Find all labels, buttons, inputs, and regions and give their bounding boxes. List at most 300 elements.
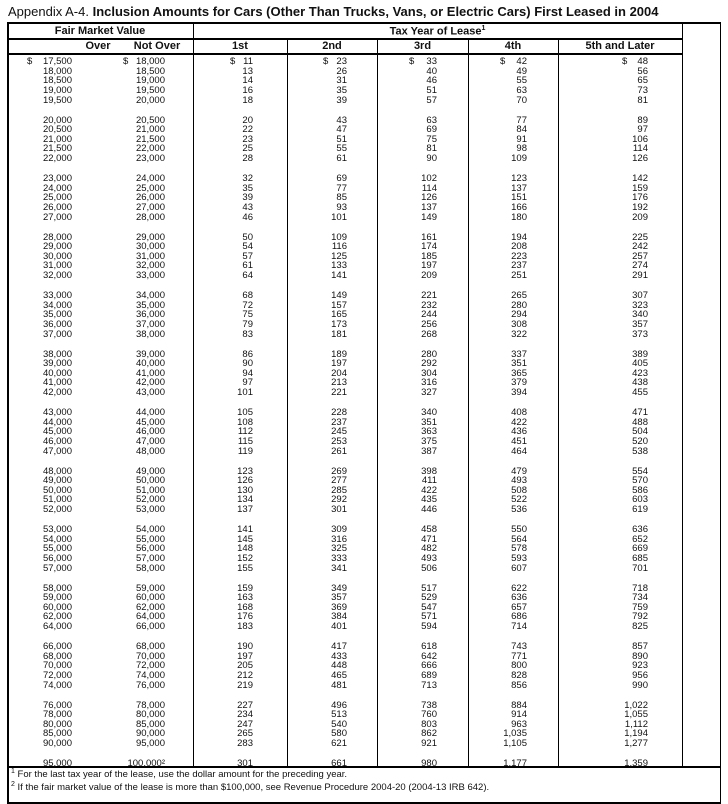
table-cell: 435 [421, 494, 437, 506]
table-cell: 97 [242, 377, 253, 389]
table-cell: 35,000 [135, 299, 165, 311]
table-cell: 594 [421, 621, 437, 633]
table-cell: 64 [242, 270, 253, 282]
table-cell: 253 [331, 435, 347, 447]
table-cell: 20,000 [42, 114, 72, 126]
table-cell: 55 [336, 143, 347, 155]
table-row [8, 701, 720, 711]
table-cell: 760 [421, 709, 437, 721]
table-cell: 126 [421, 192, 437, 204]
table-cell: 619 [632, 504, 648, 516]
table-row [8, 154, 720, 164]
table-row [8, 144, 720, 154]
table-cell: 379 [511, 377, 527, 389]
table-cell: 205 [237, 660, 253, 672]
table-cell: 152 [237, 552, 253, 564]
table-row [8, 652, 720, 662]
table-border-bottom [7, 802, 721, 804]
table-cell: 68,000 [135, 641, 165, 652]
table-cell: 47,000 [135, 435, 165, 447]
table-cell: 176 [237, 611, 253, 623]
table-cell: 69 [426, 124, 437, 136]
table-cell: 22 [242, 124, 253, 136]
table-cell: 85,000 [135, 718, 165, 730]
table-cell: 126 [237, 475, 253, 487]
table-cell: 285 [331, 484, 347, 496]
table-cell: 301 [331, 504, 347, 516]
table-cell: 36,000 [135, 309, 165, 321]
table-cell: 44,000 [42, 416, 72, 428]
table-cell: 85 [336, 192, 347, 204]
table-cell: 29,000 [135, 231, 165, 243]
table-cell: 357 [632, 318, 648, 330]
table-cell: 37,000 [42, 328, 72, 340]
table-cell: 20 [242, 114, 253, 126]
table-row [8, 350, 720, 360]
table-cell: 34,000 [135, 290, 165, 301]
column-header-3rd: 3rd [413, 39, 432, 52]
table-cell: 401 [331, 621, 347, 633]
table-cell: 661 [331, 758, 347, 769]
table-cell: 309 [331, 524, 347, 535]
table-cell: 232 [421, 299, 437, 311]
table-cell: 54 [242, 241, 253, 253]
table-cell: 51,000 [42, 494, 72, 506]
table-cell: 743 [511, 641, 527, 652]
table-cell: 666 [421, 660, 437, 672]
table-row [8, 427, 720, 437]
table-cell: 496 [331, 699, 347, 711]
table-cell: 95,000 [135, 738, 165, 750]
table-cell: 149 [331, 290, 347, 301]
dollar-sign: $ [500, 56, 506, 67]
table-cell: 34,000 [42, 299, 72, 311]
table-cell: 738 [421, 699, 437, 711]
table-cell: 83 [242, 328, 253, 340]
dollar-sign: $ [230, 56, 236, 67]
table-row [8, 671, 720, 681]
table-cell: 603 [632, 494, 648, 506]
table-cell: 174 [421, 241, 437, 253]
table-cell: 90 [426, 153, 437, 165]
table-cell: 65 [637, 75, 648, 87]
table-cell: 31,000 [135, 250, 165, 262]
table-cell: 28,000 [42, 231, 72, 243]
table-cell: 621 [331, 738, 347, 750]
table-cell: 33 [426, 56, 437, 67]
title-prefix: Appendix A-4. [8, 4, 89, 19]
table-cell: 1,359 [624, 758, 648, 769]
table-cell: 54,000 [135, 524, 165, 535]
table-cell: 40,000 [135, 358, 165, 370]
table-cell: 137 [511, 182, 527, 194]
table-cell: 66,000 [135, 621, 165, 633]
table-cell: 192 [632, 201, 648, 213]
table-cell: 221 [331, 387, 347, 399]
table-cell: 578 [511, 543, 527, 555]
table-cell: 44,000 [135, 407, 165, 418]
table-row [8, 535, 720, 545]
table-cell: 141 [237, 524, 253, 535]
table-cell: 19,500 [135, 84, 165, 96]
table-cell: 398 [421, 465, 437, 477]
column-header-1st: 1st [232, 39, 248, 52]
table-cell: 32,000 [135, 260, 165, 272]
table-cell: 538 [632, 445, 648, 457]
table-row [8, 476, 720, 486]
table-cell: 488 [632, 416, 648, 428]
table-cell: 29,000 [42, 241, 72, 253]
table-cell: 102 [421, 173, 437, 184]
table-cell: 189 [331, 348, 347, 360]
table-cell: 61 [336, 153, 347, 165]
table-cell: 325 [331, 543, 347, 555]
table-cell: 482 [421, 543, 437, 555]
dollar-sign: $ [123, 56, 129, 67]
dollar-sign: $ [323, 56, 329, 67]
table-cell: 825 [632, 621, 648, 633]
table-cell: 56,000 [42, 552, 72, 564]
table-row [8, 525, 720, 535]
table-cell: 792 [632, 611, 648, 623]
table-cell: 28,000 [135, 211, 165, 223]
table-row [8, 622, 720, 632]
table-cell: 125 [331, 250, 347, 262]
table-cell: 25,000 [42, 192, 72, 204]
table-cell: 686 [511, 611, 527, 623]
row-group [8, 467, 720, 515]
table-cell: 39 [242, 192, 253, 204]
table-cell: 21,000 [135, 124, 165, 136]
table-cell: 148 [237, 543, 253, 555]
table-row [8, 271, 720, 281]
table-body [8, 57, 720, 779]
table-cell: 265 [511, 290, 527, 301]
table-cell: 323 [632, 299, 648, 311]
table-cell: 268 [421, 328, 437, 340]
table-cell: 800 [511, 660, 527, 672]
table-cell: 221 [421, 290, 437, 301]
footnote-1 [11, 769, 716, 782]
table-cell: 80,000 [135, 709, 165, 721]
table-row [8, 252, 720, 262]
column-header-over: Over [85, 39, 111, 52]
column-header-2nd: 2nd [322, 39, 342, 52]
table-cell: 149 [421, 211, 437, 223]
tax-year-header-label: Tax Year of Lease [389, 25, 482, 38]
table-cell: 57 [426, 94, 437, 106]
table-cell: 304 [421, 367, 437, 379]
table-cell: 714 [511, 621, 527, 633]
table-cell: 42,000 [42, 387, 72, 399]
table-cell: 580 [331, 728, 347, 740]
table-cell: 19,000 [42, 84, 72, 96]
table-cell: 27,000 [135, 201, 165, 213]
table-cell: 56,000 [135, 543, 165, 555]
table-cell: 123 [511, 173, 527, 184]
table-cell: 11 [243, 56, 253, 67]
table-cell: 90 [242, 358, 253, 370]
footnote-1-text: For the last tax year of the lease, use the dollar amount for the preceding year. [17, 769, 348, 780]
table-cell: 448 [331, 660, 347, 672]
table-cell: 652 [632, 533, 648, 545]
table-cell: 70 [516, 94, 527, 106]
table-row [8, 388, 720, 398]
table-row [8, 447, 720, 457]
table-cell: 21,500 [42, 143, 72, 155]
table-cell: 20,000 [135, 94, 165, 106]
table-row [8, 310, 720, 320]
table-cell: 394 [511, 387, 527, 399]
table-cell: 529 [421, 592, 437, 604]
table-cell: 53,000 [42, 524, 72, 535]
table-cell: 50,000 [42, 484, 72, 496]
footnote-2-ref: 2 [11, 780, 15, 788]
table-cell: 520 [632, 435, 648, 447]
table-cell: 369 [331, 601, 347, 613]
table-cell: 277 [331, 475, 347, 487]
table-cell: 141 [331, 270, 347, 282]
table-cell: 197 [331, 358, 347, 370]
table-row [8, 193, 720, 203]
table-cell: 68,000 [42, 650, 72, 662]
table-row [8, 661, 720, 671]
table-cell: 181 [331, 328, 347, 340]
footnote-1-ref: 1 [11, 767, 15, 775]
table-cell: 35,000 [42, 309, 72, 321]
table-cell: 24,000 [135, 173, 165, 184]
table-cell: 86 [242, 348, 253, 360]
table-cell: 26 [336, 65, 347, 77]
table-cell: 357 [331, 592, 347, 604]
table-cell: 422 [511, 416, 527, 428]
table-cell: 1,055 [624, 709, 648, 721]
dollar-sign: $ [622, 56, 628, 67]
table-cell: 32 [242, 173, 253, 184]
table-cell: 508 [511, 484, 527, 496]
table-row [8, 330, 720, 340]
table-row [8, 729, 720, 739]
table-cell: 38,000 [135, 328, 165, 340]
table-cell: 43 [336, 114, 347, 126]
table-cell: 564 [511, 533, 527, 545]
table-cell: 547 [421, 601, 437, 613]
table-cell: 114 [632, 143, 648, 155]
table-cell: 55,000 [42, 543, 72, 555]
table-cell: 72 [242, 299, 253, 311]
table-row [8, 437, 720, 447]
table-cell: 657 [511, 601, 527, 613]
table-cell: 55 [516, 75, 527, 87]
table-cell: 433 [331, 650, 347, 662]
row-group [8, 174, 720, 222]
table-cell: 351 [511, 358, 527, 370]
table-cell: 159 [237, 582, 253, 594]
table-cell: 106 [632, 133, 648, 145]
table-cell: 101 [331, 211, 347, 223]
table-row [8, 593, 720, 603]
table-cell: 130 [237, 484, 253, 496]
table-cell: 771 [511, 650, 527, 662]
table-cell: 91 [516, 133, 527, 145]
table-row [8, 242, 720, 252]
table-cell: 451 [511, 435, 527, 447]
table-cell: 980 [421, 758, 437, 769]
table-cell: 183 [237, 621, 253, 633]
table-cell: 423 [632, 367, 648, 379]
table-cell: 493 [421, 552, 437, 564]
table-cell: 33,000 [135, 270, 165, 282]
table-cell: 17,500 [42, 56, 72, 67]
table-cell: 126 [632, 153, 648, 165]
table-cell: 52,000 [42, 504, 72, 516]
table-row [8, 86, 720, 96]
table-cell: 554 [632, 465, 648, 477]
table-cell: 61 [242, 260, 253, 272]
table-row [8, 320, 720, 330]
table-row [8, 261, 720, 271]
table-cell: 80,000 [42, 718, 72, 730]
row-group [8, 291, 720, 339]
table-cell: 43 [242, 201, 253, 213]
row-group [8, 759, 720, 769]
table-cell: 73 [637, 84, 648, 96]
row-group [8, 584, 720, 632]
table-row [8, 116, 720, 126]
table-cell: 48,000 [42, 465, 72, 477]
table-row [8, 57, 720, 67]
table-cell: 35 [242, 182, 253, 194]
row-group [8, 642, 720, 690]
table-row [8, 135, 720, 145]
tax-year-header [193, 25, 682, 38]
table-cell: 63 [516, 84, 527, 96]
table-row [8, 642, 720, 652]
table-cell: 70,000 [42, 660, 72, 672]
table-row [8, 612, 720, 622]
table-cell: 62,000 [42, 611, 72, 623]
table-cell: 23,000 [42, 173, 72, 184]
table-cell: 208 [511, 241, 527, 253]
page-title [8, 4, 658, 19]
table-cell: 292 [331, 494, 347, 506]
table-cell: 176 [632, 192, 648, 204]
table-cell: 340 [632, 309, 648, 321]
table-cell: 33,000 [42, 290, 72, 301]
table-cell: 43,000 [135, 387, 165, 399]
dollar-sign: $ [27, 56, 33, 67]
table-cell: 251 [511, 270, 527, 282]
table-cell: 51 [426, 84, 437, 96]
table-cell: 718 [632, 582, 648, 594]
table-cell: 417 [331, 641, 347, 652]
table-cell: 493 [511, 475, 527, 487]
table-cell: 244 [421, 309, 437, 321]
table-cell: 58,000 [135, 562, 165, 574]
table-cell: 161 [421, 231, 437, 243]
table-cell: 1,177 [503, 758, 527, 769]
table-row [8, 359, 720, 369]
table-cell: 479 [511, 465, 527, 477]
table-cell: 46 [242, 211, 253, 223]
table-row [8, 564, 720, 574]
table-cell: 333 [331, 552, 347, 564]
table-cell: 540 [331, 718, 347, 730]
table-row [8, 720, 720, 730]
table-cell: 157 [331, 299, 347, 311]
table-cell: 234 [237, 709, 253, 721]
column-header-5th-and-later: 5th and Later [585, 39, 655, 52]
table-cell: 30,000 [135, 241, 165, 253]
table-cell: 921 [421, 738, 437, 750]
table-cell: 923 [632, 660, 648, 672]
table-cell: 550 [511, 524, 527, 535]
table-cell: 123 [237, 465, 253, 477]
table-cell: 63 [426, 114, 437, 126]
table-cell: 112 [237, 426, 253, 438]
table-cell: 90,000 [135, 728, 165, 740]
table-cell: 100,000² [127, 758, 165, 769]
table-cell: 72,000 [135, 660, 165, 672]
table-cell: 52,000 [135, 494, 165, 506]
table-cell: 97 [637, 124, 648, 136]
table-cell: 55,000 [135, 533, 165, 545]
table-cell: 23,000 [135, 153, 165, 165]
table-cell: 219 [237, 679, 253, 691]
table-cell: 81 [426, 143, 437, 155]
table-cell: 963 [511, 718, 527, 730]
row-group [8, 116, 720, 164]
table-cell: 45,000 [135, 416, 165, 428]
table-row [8, 67, 720, 77]
row-group [8, 408, 720, 456]
table-cell: 32,000 [42, 270, 72, 282]
table-cell: 337 [511, 348, 527, 360]
table-cell: 685 [632, 552, 648, 564]
table-cell: 180 [511, 211, 527, 223]
table-cell: 280 [511, 299, 527, 311]
table-cell: 22,000 [135, 143, 165, 155]
table-row [8, 544, 720, 554]
table-cell: 116 [331, 241, 347, 253]
table-cell: 133 [331, 260, 347, 272]
table-cell: 247 [237, 718, 253, 730]
table-cell: 37,000 [135, 318, 165, 330]
table-cell: 25,000 [135, 182, 165, 194]
table-row [8, 96, 720, 106]
table-cell: 636 [632, 524, 648, 535]
table-cell: 134 [237, 494, 253, 506]
title-main: Inclusion Amounts for Cars (Other Than Trucks, Vans, or Electric Cars) First Leased in 2004 [92, 4, 659, 19]
table-cell: 803 [421, 718, 437, 730]
table-cell: 40 [426, 65, 437, 77]
table-cell: 145 [237, 533, 253, 545]
table-cell: 464 [511, 445, 527, 457]
table-cell: 536 [511, 504, 527, 516]
table-cell: 1,194 [624, 728, 648, 740]
table-cell: 59,000 [42, 592, 72, 604]
table-cell: 36,000 [42, 318, 72, 330]
table-cell: 363 [421, 426, 437, 438]
table-cell: 481 [331, 679, 347, 691]
table-cell: 618 [421, 641, 437, 652]
table-cell: 265 [237, 728, 253, 740]
table-cell: 60,000 [42, 601, 72, 613]
table-cell: 351 [421, 416, 437, 428]
table-cell: 636 [511, 592, 527, 604]
table-cell: 27,000 [42, 211, 72, 223]
table-cell: 237 [511, 260, 527, 272]
